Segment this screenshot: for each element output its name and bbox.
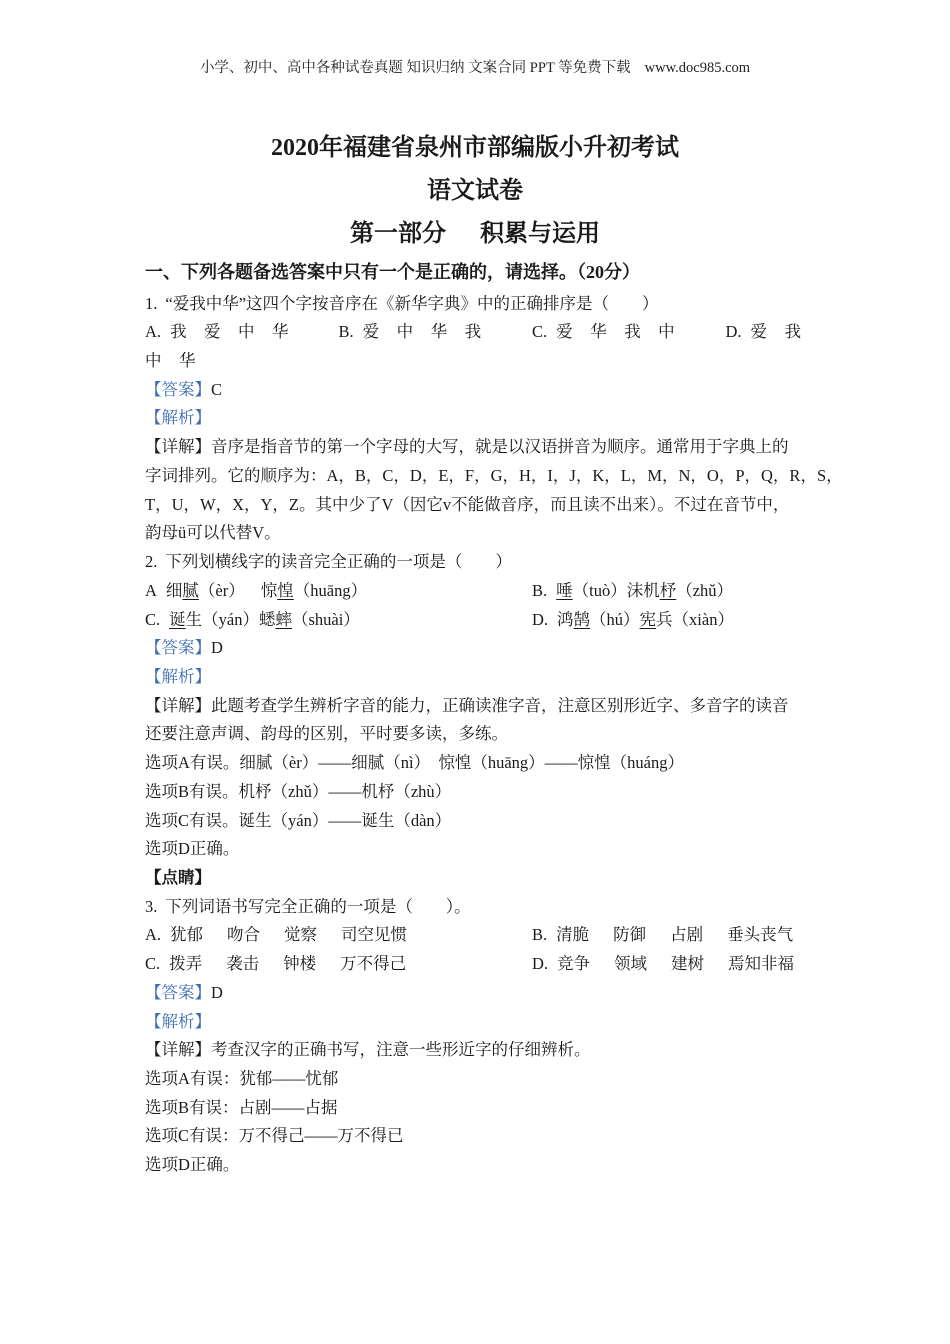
q2-option-a	[145, 577, 532, 606]
q2-option-underlined-char: 腻	[182, 580, 199, 600]
part-name: 积累与运用	[480, 221, 600, 247]
section-heading: 一、下列各题备选答案中只有一个是正确的，请选择。（20分）	[145, 262, 640, 282]
detail-label: 【详解】	[145, 437, 211, 457]
q3-option-word: 吻合	[227, 925, 261, 945]
q3-options-row-1	[145, 921, 805, 950]
q1-option-c-label: C.	[532, 322, 548, 342]
q1-detail-line	[145, 433, 805, 462]
q2-option-underlined-char: 蟀	[275, 609, 292, 629]
q1-option-a-label: A.	[145, 322, 162, 342]
q3-option-word: 觉察	[284, 925, 318, 945]
q1-detail-line: T，U，W，X，Y，Z。其中少了V（因它v不能做音序，而且读不出来）。不过在音节中，	[145, 494, 790, 514]
q3-option-word: 建树	[671, 954, 705, 974]
q3-detail-line	[145, 1036, 805, 1065]
q2-option-c-label: C.	[145, 609, 161, 629]
q2-option-underlined-char: 诞	[169, 609, 186, 629]
q1-option-c	[532, 318, 726, 347]
q2-option-b	[532, 577, 733, 606]
q1-stem	[145, 290, 805, 319]
q3-option-word: 犹郁	[170, 925, 204, 945]
q3-option-word: 清脆	[556, 925, 590, 945]
q3-option-note: 选项C有误：万不得己——万不得已	[145, 1126, 404, 1146]
q2-options-row-1	[145, 577, 805, 606]
exam-content	[145, 290, 843, 1180]
q2-option-part: （tuò）沫机	[572, 580, 660, 600]
q2-detail-line: 还要注意声调、韵母的区别，平时要多读，多练。	[145, 724, 508, 744]
q1-detail-line: 韵母ü可以代替V。	[145, 523, 281, 543]
q1-options-wrap	[145, 347, 805, 376]
q1-option-d-text: 爱我	[750, 322, 819, 342]
q2-option-part: 生（yán）蟋	[185, 609, 276, 629]
q3-option-a	[145, 921, 532, 950]
q1-option-a	[145, 318, 339, 347]
q2-option-part: （huāng）	[293, 580, 368, 600]
q3-option-d	[532, 950, 794, 979]
q3-option-word: 袭击	[226, 954, 260, 974]
q2-option-part: 兵（xiàn）	[656, 609, 734, 629]
q3-option-word: 万不得己	[340, 954, 407, 974]
q1-answer	[145, 376, 805, 405]
q2-option-part: 鸿	[557, 609, 574, 629]
answer-label: 【答案】	[145, 982, 211, 1002]
q2-stem	[145, 548, 805, 577]
q2-option-b-label: B.	[532, 580, 548, 600]
q3-option-word: 钟楼	[283, 954, 317, 974]
q2-detail-line	[145, 692, 805, 721]
q2-option-underlined-char: 鹄	[573, 609, 591, 629]
q2-option-part: 细	[165, 580, 183, 600]
q2-detail-text: 此题考查学生辨析字音的能力，正确读准字音，注意区别形近字、多音字的读音	[211, 695, 789, 715]
q1-detail-line: 字词排列。它的顺序为：A，B，C，D，E，F，G，H，I，J，K，L，M，N，O，P，Q，R，S，	[145, 465, 843, 485]
q1-stem-text: “爱我中华”这四个字按音序在《新华字典》中的正确排序是（ ）	[165, 293, 659, 313]
q3-option-note: 选项D正确。	[145, 1155, 240, 1175]
answer-label: 【答案】	[145, 638, 211, 658]
q3-option-word: 占剧	[670, 925, 704, 945]
q3-option-word: 司空见惯	[341, 925, 408, 945]
q2-option-note: 选项B有误。机杼（zhǔ）——机杼（zhù）	[145, 781, 452, 801]
site-header-text: 小学、初中、高中各种试卷真题 知识归纳 文案合同 PPT 等免费下载	[199, 60, 631, 76]
q2-option-d-label: D.	[532, 609, 549, 629]
q1-analysis-label: 【解析】	[145, 408, 211, 428]
q3-option-b-label: B.	[532, 925, 548, 945]
exam-subject: 语文试卷	[427, 178, 523, 204]
q3-detail-text: 考查汉字的正确书写，注意一些形近字的仔细辨析。	[211, 1040, 591, 1060]
q2-option-d	[532, 606, 734, 635]
q2-option-underlined-char: 杼	[659, 580, 677, 600]
q3-options-row-2	[145, 950, 805, 979]
q3-option-word: 焉知非福	[728, 954, 795, 974]
q2-answer-value: D	[211, 638, 223, 658]
q2-option-note: 选项A有误。细腻（èr）——细腻（nì） 惊惶（huāng）——惊惶（huáng）	[145, 753, 684, 773]
q1-option-b	[339, 318, 533, 347]
q2-option-part: （shuài）	[291, 609, 360, 629]
q3-number: 3.	[145, 896, 158, 916]
q3-stem-text: 下列词语书写完全正确的一项是（ ）。	[165, 896, 471, 916]
q1-options-row	[145, 318, 819, 347]
q1-option-a-text: 我爱中华	[170, 322, 307, 342]
q1-answer-value: C	[211, 379, 223, 399]
q1-number: 1.	[145, 293, 158, 313]
q3-option-word: 拨弄	[169, 954, 203, 974]
q1-option-d	[726, 318, 920, 347]
q3-option-word: 垂头丧气	[727, 925, 794, 945]
detail-label: 【详解】	[145, 695, 211, 715]
q3-answer-value: D	[211, 982, 223, 1002]
q2-stem-text: 下列划横线字的读音完全正确的一项是（ ）	[165, 552, 512, 572]
q2-option-underlined-char: 宪	[639, 609, 657, 629]
q1-detail-text: 音序是指音节的第一个字母的大写，就是以汉语拼音为顺序。通常用于字典上的	[211, 437, 789, 457]
q2-tip-label: 【点睛】	[145, 867, 211, 887]
q2-option-part: （zhǔ）	[676, 580, 734, 600]
part-title	[0, 218, 950, 250]
q2-option-underlined-char: 惶	[277, 580, 294, 600]
exam-title: 2020年福建省泉州市部编版小升初考试	[271, 135, 679, 161]
q3-option-d-label: D.	[532, 954, 549, 974]
q3-option-note: 选项B有误：占剧——占据	[145, 1097, 338, 1117]
q2-analysis-label: 【解析】	[145, 666, 211, 686]
q1-option-d-text-wrapped: 中华	[145, 351, 213, 371]
site-header	[0, 57, 950, 79]
q3-option-c	[145, 950, 532, 979]
q3-option-b	[532, 921, 793, 950]
q2-option-part: （hú）	[590, 609, 640, 629]
q2-option-underlined-char: 唾	[556, 580, 573, 600]
q3-answer	[145, 979, 805, 1008]
q3-option-note: 选项A有误：犹郁——忧郁	[145, 1069, 339, 1088]
detail-label: 【详解】	[145, 1040, 211, 1060]
q2-option-part: 惊	[260, 580, 278, 600]
q3-option-c-label: C.	[145, 954, 161, 974]
q1-option-b-label: B.	[338, 322, 354, 342]
q1-option-b-text: 爱中华我	[362, 322, 499, 342]
q1-option-d-label: D.	[725, 322, 742, 342]
q3-option-word: 竞争	[557, 954, 591, 974]
q1-option-c-text: 爱华我中	[556, 322, 693, 342]
q3-option-a-label: A.	[145, 925, 162, 945]
q2-answer	[145, 634, 805, 663]
site-header-url: www.doc985.com	[644, 60, 751, 76]
q2-options-row-2	[145, 606, 805, 635]
q2-option-c	[145, 606, 532, 635]
q3-analysis-label: 【解析】	[145, 1011, 211, 1031]
q3-stem	[145, 893, 805, 922]
q2-option-note: 选项C有误。诞生（yán）——诞生（dàn）	[145, 810, 452, 830]
part-number: 第一部分	[350, 221, 446, 247]
q2-option-note: 选项D正确。	[145, 839, 240, 859]
q2-number: 2.	[145, 552, 158, 572]
q3-option-word: 防御	[613, 925, 647, 945]
answer-label: 【答案】	[145, 379, 211, 399]
q3-option-word: 领域	[614, 954, 648, 974]
q2-option-a-label: A	[145, 580, 157, 600]
q2-option-part: （èr）	[198, 580, 245, 600]
